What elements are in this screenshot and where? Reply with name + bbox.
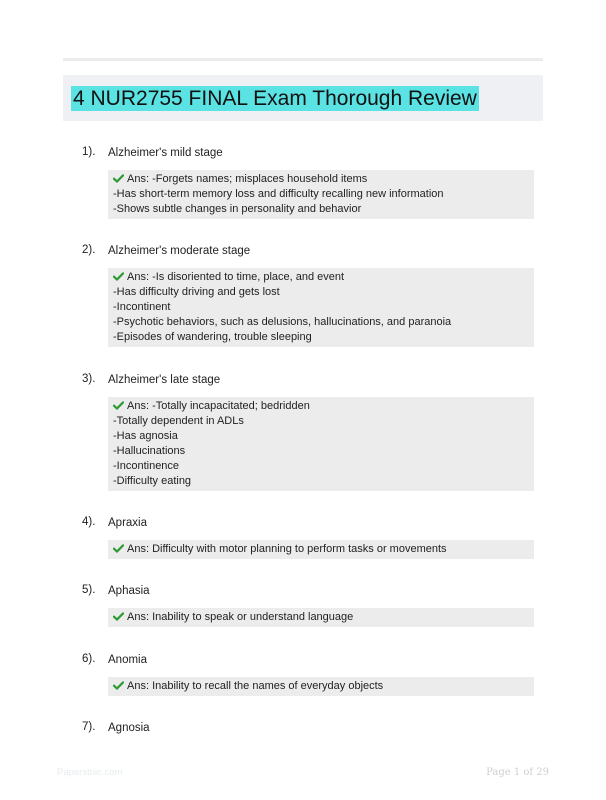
answer-text: -Difficulty eating	[113, 475, 192, 487]
answer-box	[108, 170, 534, 219]
answer-text: -Totally dependent in ADLs	[113, 415, 244, 427]
answer-text: Ans: -Forgets names; misplaces household items	[127, 173, 368, 185]
question-text: Anomia	[108, 654, 147, 666]
title-banner	[63, 75, 543, 121]
question-text: Alzheimer's moderate stage	[108, 245, 251, 257]
answer-text: Ans: Inability to recall the names of everyday objects	[127, 680, 384, 692]
top-divider	[63, 58, 543, 61]
answer-box	[108, 677, 534, 696]
answer-text: Ans: Difficulty with motor planning to perform tasks or movements	[127, 543, 447, 555]
question-number: 3).	[82, 373, 96, 385]
checkmark-icon	[113, 401, 124, 410]
question-text: Apraxia	[108, 517, 147, 529]
checkmark-icon	[113, 272, 124, 281]
checkmark-icon	[113, 612, 124, 621]
answer-line	[113, 270, 534, 285]
answer-text: Ans: -Totally incapacitated; bedridden	[127, 400, 310, 412]
answer-text: -Shows subtle changes in personality and behavior	[113, 203, 362, 215]
question-number: 2).	[82, 244, 96, 256]
answer-text: Ans: Inability to speak or understand language	[127, 611, 354, 623]
answer-text: -Hallucinations	[113, 445, 186, 457]
answer-text: Ans: -Is disoriented to time, place, and event	[127, 271, 345, 283]
answer-line	[113, 172, 534, 187]
question-text: Alzheimer's mild stage	[108, 147, 223, 159]
question-text: Agnosia	[108, 722, 150, 734]
question-text: Aphasia	[108, 585, 150, 597]
question-number: 6).	[82, 653, 96, 665]
answer-line	[113, 474, 534, 489]
answer-line	[113, 542, 534, 557]
answer-line	[113, 202, 534, 217]
answer-text: -Psychotic behaviors, such as delusions, hallucinations, and paranoia	[113, 316, 452, 328]
answer-line	[113, 330, 534, 345]
checkmark-icon	[113, 544, 124, 553]
answer-box	[108, 608, 534, 627]
answer-line	[113, 444, 534, 459]
question-number: 4).	[82, 516, 96, 528]
footer-watermark: Paperstnic.com	[57, 767, 123, 778]
answer-line	[113, 679, 534, 694]
question-text: Alzheimer's late stage	[108, 374, 221, 386]
page-number: Page 1 of 29	[486, 767, 549, 778]
answer-line	[113, 399, 534, 414]
question-number: 5).	[82, 584, 96, 596]
answer-text: -Has agnosia	[113, 430, 178, 442]
answer-text: -Has difficulty driving and gets lost	[113, 286, 280, 298]
answer-box	[108, 268, 534, 347]
answer-box	[108, 397, 534, 491]
document-title: 4 NUR2755 FINAL Exam Thorough Review	[73, 87, 477, 110]
answer-line	[113, 285, 534, 300]
checkmark-icon	[113, 174, 124, 183]
answer-box	[108, 540, 534, 559]
answer-text: -Incontinence	[113, 460, 180, 472]
answer-line	[113, 459, 534, 474]
answer-line	[113, 429, 534, 444]
answer-line	[113, 610, 534, 625]
answer-text: -Has short-term memory loss and difficulty recalling new information	[113, 188, 444, 200]
answer-line	[113, 315, 534, 330]
question-number: 1).	[82, 146, 96, 158]
answer-text: -Incontinent	[113, 301, 171, 313]
answer-line	[113, 300, 534, 315]
answer-text: -Episodes of wandering, trouble sleeping	[113, 331, 312, 343]
question-number: 7).	[82, 721, 96, 733]
answer-line	[113, 187, 534, 202]
answer-line	[113, 414, 534, 429]
checkmark-icon	[113, 681, 124, 690]
